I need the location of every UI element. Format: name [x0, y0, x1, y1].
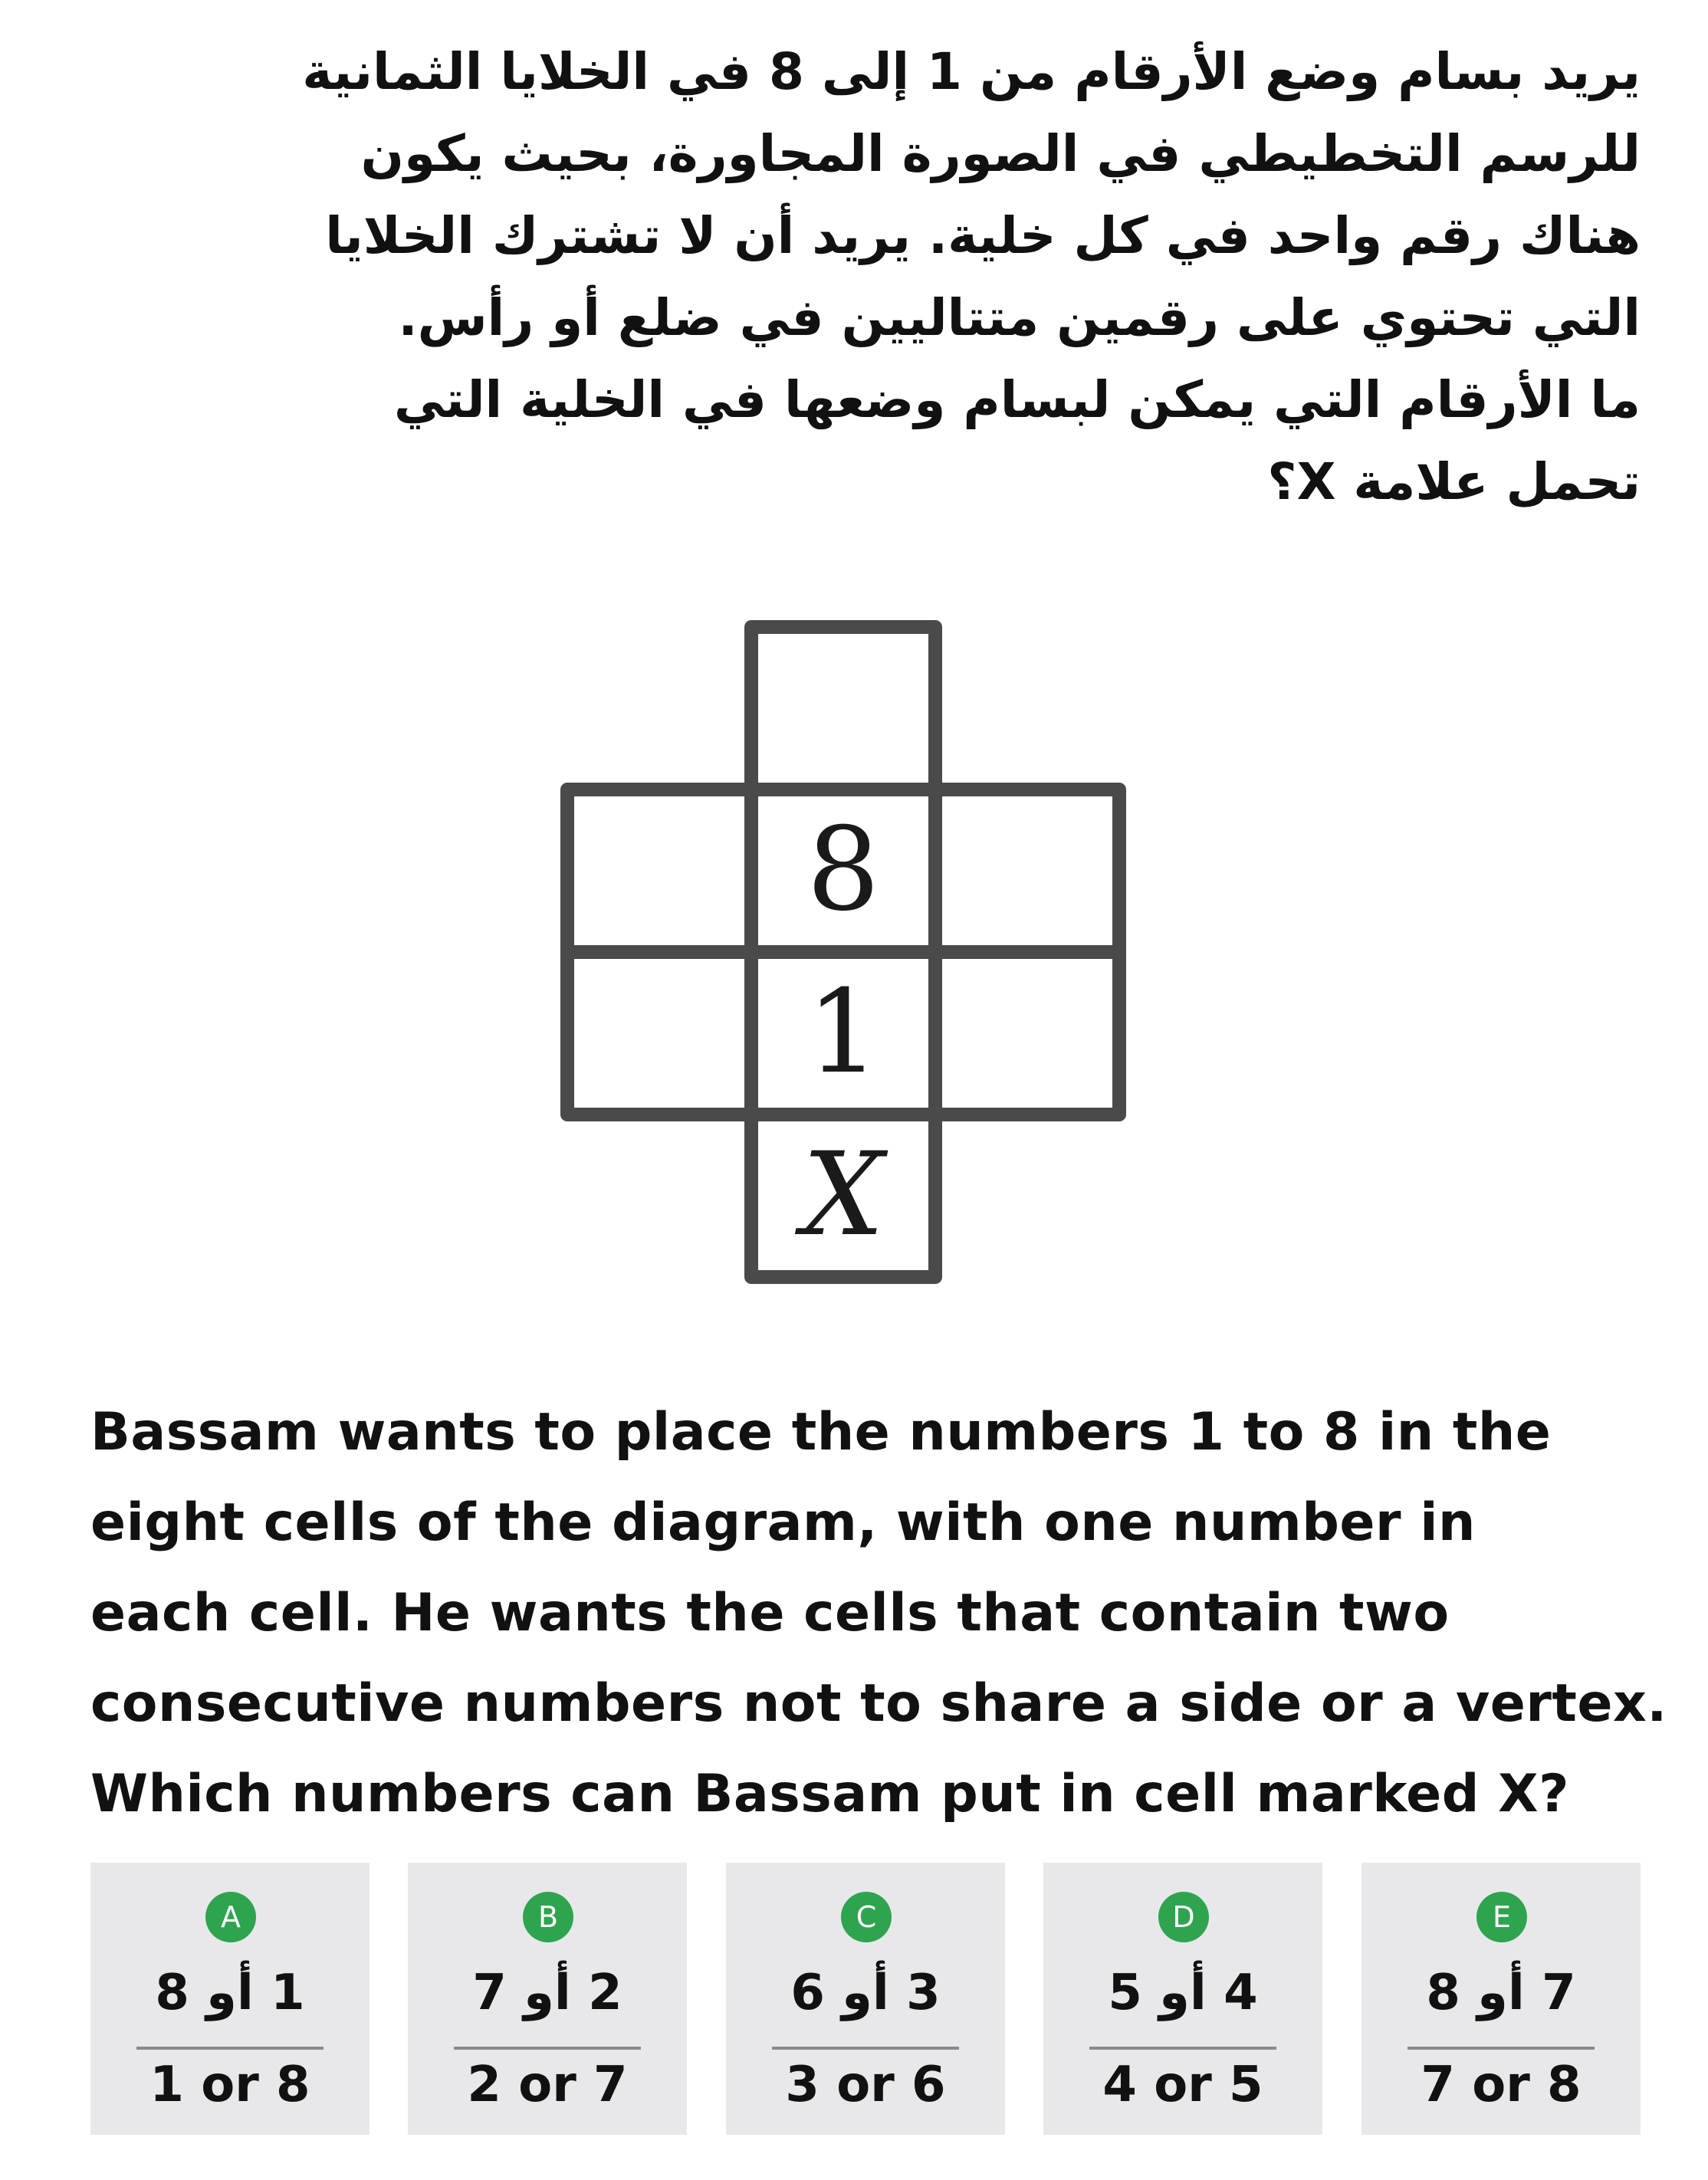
option-divider	[772, 2047, 959, 2050]
english-question-text	[90, 1387, 1667, 1840]
option-english-text: 1 or 8	[149, 2057, 310, 2113]
arabic-question-line: للرسم التخطيطي في الصورة المجاورة، بحيث يكون	[360, 124, 1641, 183]
arabic-question-line: يريد بسام وضع الأرقام من 1 إلى 8 في الخلايا الثمانية	[302, 42, 1641, 101]
option-english-text: 2 or 7	[467, 2057, 628, 2113]
cell-label-1: 1	[806, 966, 880, 1099]
option-letter-badge: A	[205, 1892, 256, 1942]
option-d[interactable]	[1043, 1863, 1322, 2135]
option-divider	[1089, 2047, 1276, 2050]
option-c[interactable]	[726, 1863, 1005, 2135]
arabic-question-line: التي تحتوي على رقمين متتاليين في ضلع أو رأس.	[398, 288, 1641, 347]
option-letter-badge: B	[523, 1892, 573, 1942]
option-b[interactable]	[408, 1863, 687, 2135]
arabic-question-line: هناك رقم واحد في كل خلية. يريد أن لا تشترك الخلايا	[325, 206, 1641, 265]
arabic-question-text	[92, 31, 1641, 523]
option-divider	[454, 2047, 641, 2050]
option-arabic-text: 1 أو 8	[155, 1965, 305, 2021]
arabic-question-line: تحمل علامة X؟	[1267, 452, 1641, 511]
option-letter-badge: E	[1476, 1892, 1527, 1942]
option-e[interactable]	[1361, 1863, 1641, 2135]
answer-options	[90, 1863, 1641, 2135]
cell-right-lower	[935, 952, 1119, 1115]
option-english-text: 7 or 8	[1421, 2057, 1582, 2113]
cell-label-x: X	[802, 1128, 885, 1262]
option-divider	[136, 2047, 324, 2050]
option-arabic-text: 7 أو 8	[1426, 1965, 1576, 2021]
option-arabic-text: 4 أو 5	[1108, 1965, 1258, 2021]
option-divider	[1407, 2047, 1595, 2050]
option-english-text: 3 or 6	[785, 2057, 946, 2113]
option-arabic-text: 3 أو 6	[790, 1965, 941, 2021]
cell-left-lower	[567, 952, 751, 1115]
english-question-line: Bassam wants to place the numbers 1 to 8 in the	[90, 1402, 1552, 1463]
english-question-line: Which numbers can Bassam put in cell marked X?	[90, 1764, 1570, 1824]
english-question-line: each cell. He wants the cells that contain two	[90, 1583, 1450, 1643]
arabic-question-line: ما الأرقام التي يمكن لبسام وضعها في الخلية التي	[394, 370, 1641, 429]
cell-right-upper	[935, 790, 1119, 952]
option-letter-badge: C	[841, 1892, 892, 1942]
option-arabic-text: 2 أو 7	[472, 1965, 622, 2021]
option-a[interactable]	[90, 1863, 370, 2135]
english-question-line: consecutive numbers not to share a side or a vertex.	[90, 1673, 1667, 1734]
english-question-line: eight cells of the diagram, with one number in	[90, 1492, 1476, 1553]
cell-label-8: 8	[806, 803, 880, 937]
cell-left-upper	[567, 790, 751, 952]
option-letter-badge: D	[1158, 1892, 1209, 1942]
option-english-text: 4 or 5	[1102, 2057, 1263, 2113]
cell-top	[751, 627, 935, 790]
grid-diagram	[552, 613, 1165, 1288]
